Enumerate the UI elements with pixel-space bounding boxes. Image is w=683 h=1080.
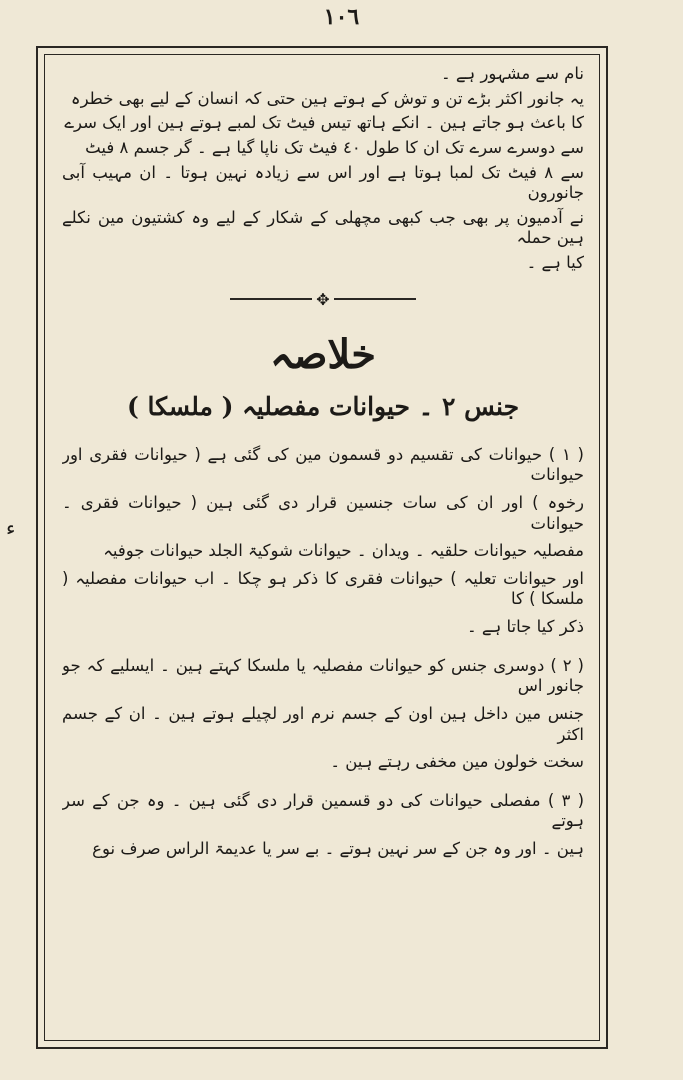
divider-rule-right bbox=[334, 298, 416, 300]
section-heading: خلاصہ bbox=[270, 330, 376, 378]
text-line: سے دوسرے سرے تک ان کا طول ٤٠ فیٹ تک ناپا گیا ہے ۔ گر جسم ۸ فیٹ bbox=[85, 137, 584, 157]
section-subheading: جنس ۲ ۔ حیوانات مفصلیہ ( ملسکا ) bbox=[126, 391, 520, 421]
text-line: ( ۱ ) حیوانات کی تقسیم دو قسمون مین کی گئی ہے ( حیوانات فقری اور حیوانات bbox=[62, 444, 584, 485]
summary-paragraph-3 bbox=[62, 791, 584, 860]
text-line: اور حیوانات تعلیہ ) حیوانات فقری کا ذکر ہو چکا ۔ اب حیوانات مفصلیہ ( ملسکا ) کا bbox=[62, 568, 584, 609]
text-line: کیا ہے ۔ bbox=[526, 253, 584, 272]
text-line: سے ۸ فیٹ تک لمبا ہوتا ہے اور اس سے زیادہ نہین ہوتا ۔ ان مہیب آبی جانورون bbox=[62, 162, 584, 203]
text-line: رخوہ ) اور ان کی سات جنسین قرار دی گئی ہین ( حیوانات فقری ۔ حیوانات bbox=[62, 492, 584, 533]
text-line: ہین ۔ اور وہ جن کے سر نہین ہوتے ۔ بے سر یا عدیمۃ الراس صرف نوع bbox=[92, 839, 584, 858]
text-line: جنس مین داخل ہین اون کے جسم نرم اور لچیلے ہوتے ہین ۔ ان کے جسم اکثر bbox=[62, 703, 584, 744]
text-line: ذکر کیا جاتا ہے ۔ bbox=[467, 617, 584, 636]
divider-rule-left bbox=[230, 298, 312, 300]
intro-paragraph bbox=[62, 64, 584, 274]
text-line: نام سے مشہور ہے ۔ bbox=[440, 64, 584, 83]
margin-mark: ء bbox=[6, 516, 16, 540]
text-line: نے آدمیون پر بھی جب کبھی مچھلی کے شکار کے لیے وہ کشتیون مین نکلے ہین حملہ bbox=[62, 207, 584, 248]
text-line: ( ۳ ) مفصلی حیوانات کی دو قسمین قرار دی گئی ہین ۔ وہ جن کے سر ہوتے bbox=[62, 790, 584, 831]
page-number: ١٠٦ bbox=[323, 4, 360, 30]
text-line: سخت خولون مین مخفی رہتے ہین ۔ bbox=[330, 752, 584, 772]
text-line: کا باعث ہو جاتے ہین ۔ انکے ہاتھ تیس فیٹ تک لمبے ہوتے ہین اور ایک سرے bbox=[64, 113, 584, 133]
page-content bbox=[62, 64, 584, 1034]
divider-ornament-icon: ✥ bbox=[316, 289, 330, 309]
summary-paragraph-2 bbox=[62, 656, 584, 773]
section-divider bbox=[62, 290, 584, 309]
text-line: مفصلیہ حیوانات حلقیہ ۔ ویدان ۔ حیوانات شوکیۃ الجلد حیوانات جوفیہ bbox=[103, 541, 584, 561]
summary-paragraph-1 bbox=[62, 445, 584, 638]
text-line: یہ جانور اکثر بڑے تن و توش کے ہوتے ہین حتی کہ انسان کے لیے بھی خطرہ bbox=[70, 88, 584, 108]
text-line: ( ۲ ) دوسری جنس کو حیوانات مفصلیہ یا ملسکا کہتے ہین ۔ ایسلیے کہ جو جانور اس bbox=[62, 655, 584, 696]
